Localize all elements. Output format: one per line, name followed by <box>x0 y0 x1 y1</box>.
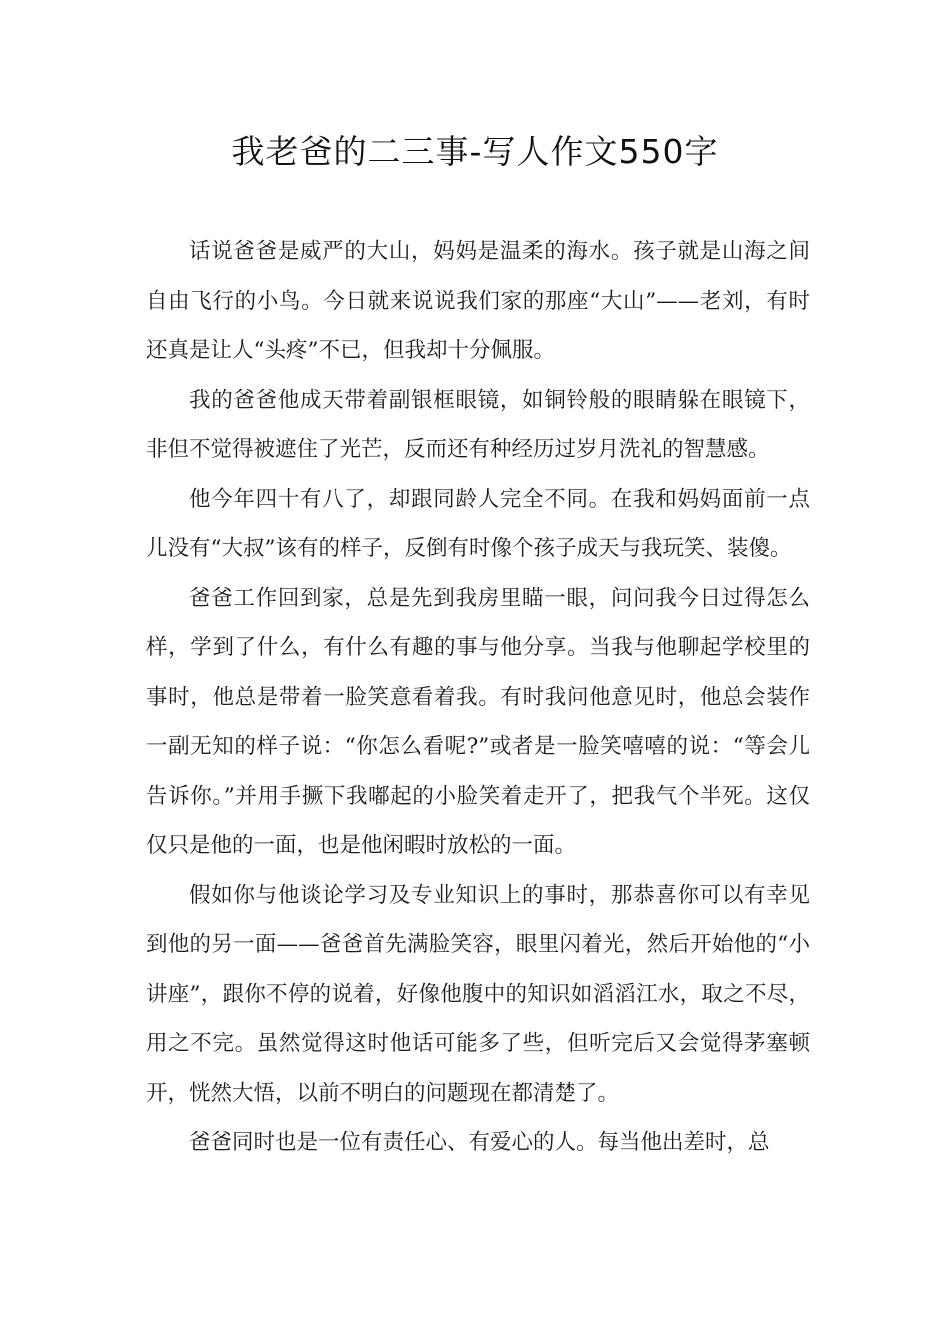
paragraph: 他今年四十有八了，却跟同龄人完全不同。在我和妈妈面前一点儿没有“大叔”该有的样子，反倒有时像个孩子成天与我玩笑、装傻。 <box>146 486 810 561</box>
paragraph: 爸爸工作回到家，总是先到我房里瞄一眼，问问我今日过得怎么样，学到了什么，有什么有趣的事与他分享。当我与他聊起学校里的事时，他总是带着一脸笑意看着我。有时我问他意见时，他总会装作一副无知的样子说：“你怎么看呢?”或者是一脸笑嘻嘻的说：“等会儿告诉你。”并用手撅下我嘟起的小脸笑着走开了，把我气个半死。这仅仅只是他的一面，也是他闲暇时放松的一面。 <box>146 585 810 858</box>
document-title: 我老爸的二三事-写人作文550字 <box>231 132 719 171</box>
paragraph: 爸爸同时也是一位有责任心、有爱心的人。每当他出差时，总 <box>189 1130 770 1155</box>
paragraph: 我的爸爸他成天带着副银框眼镜，如铜铃般的眼睛躲在眼镜下，非但不觉得被遮住了光芒，反而还有种经历过岁月洗礼的智慧感。 <box>146 387 810 462</box>
paragraph: 假如你与他谈论学习及专业知识上的事时，那恭喜你可以有幸见到他的另一面——爸爸首先满脸笑容，眼里闪着光，然后开始他的“小讲座”，跟你不停的说着，好像他腹中的知识如滔滔江水，取之不尽，用之不完。虽然觉得这时他话可能多了些，但听完后又会觉得茅塞顿开，恍然大悟，以前不明白的问题现在都清楚了。 <box>146 882 810 1106</box>
document-body <box>146 227 810 1168</box>
paragraph: 话说爸爸是威严的大山，妈妈是温柔的海水。孩子就是山海之间自由飞行的小鸟。今日就来说说我们家的那座“大山”——老刘，有时还真是让人“头疼”不已，但我却十分佩服。 <box>146 239 810 363</box>
